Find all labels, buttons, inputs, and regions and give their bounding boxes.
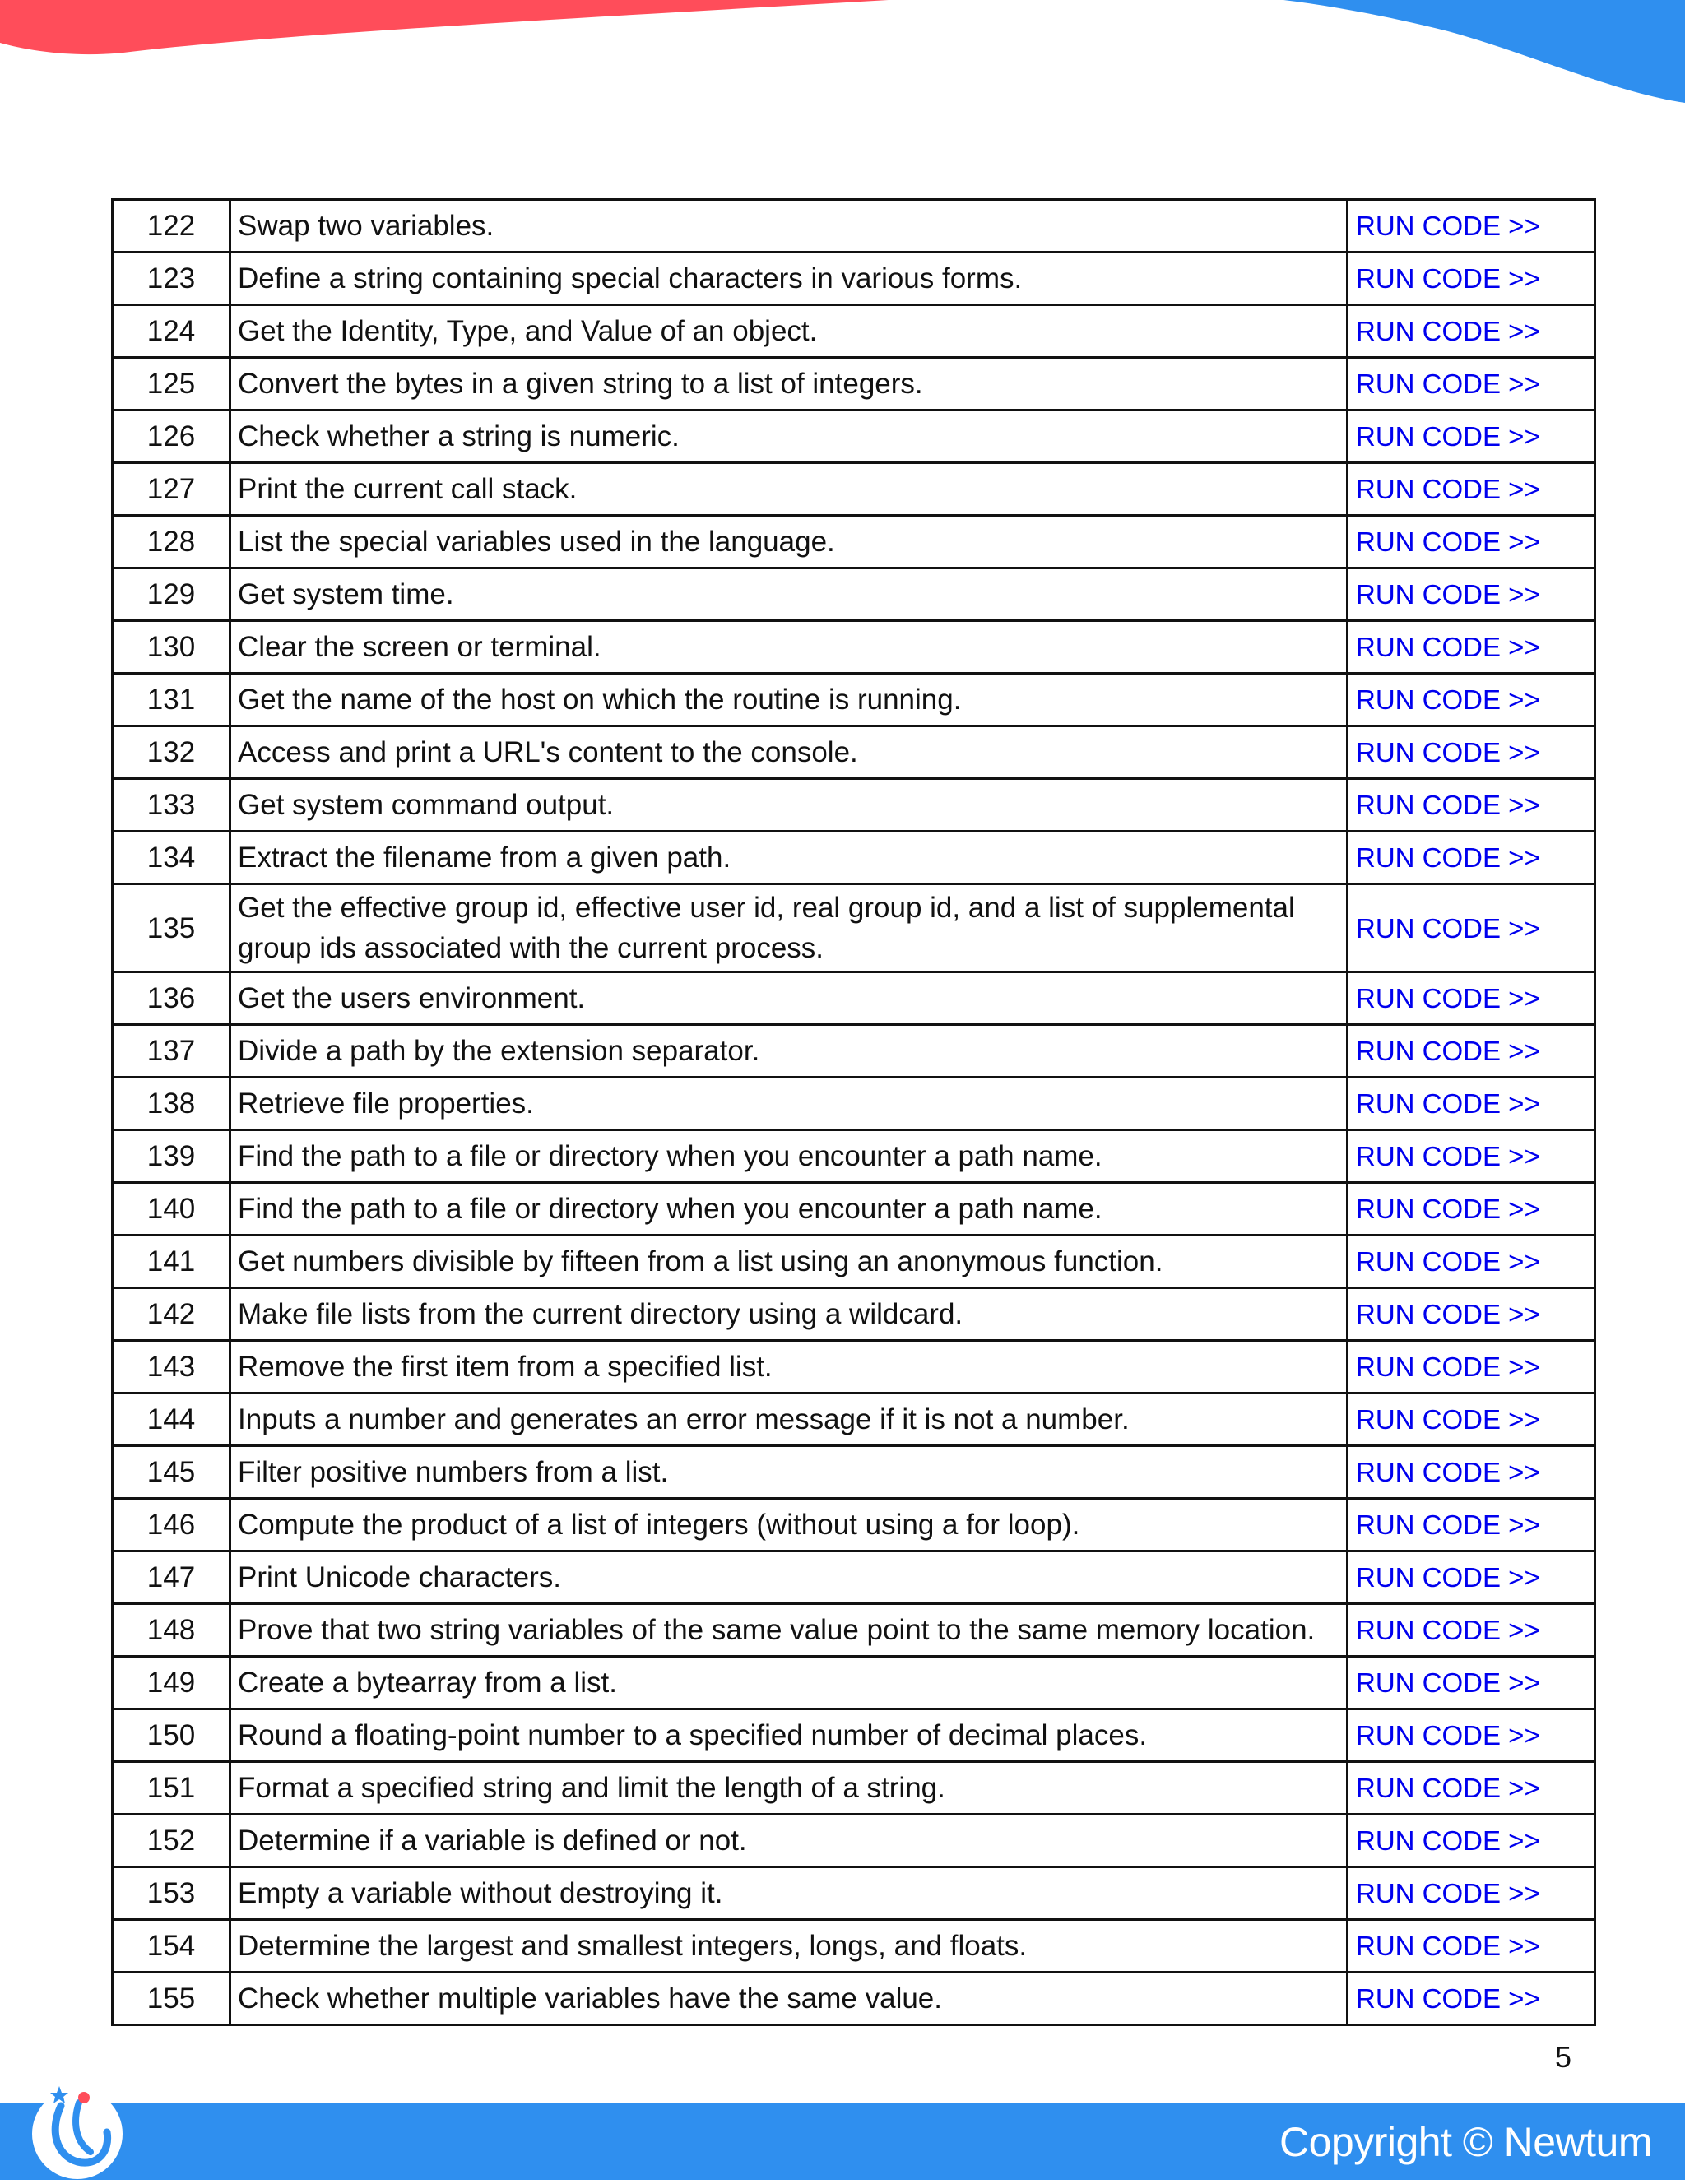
exercise-description: Divide a path by the extension separator.	[230, 1025, 1348, 1078]
exercise-description: Print Unicode characters.	[230, 1551, 1348, 1604]
exercise-description: Filter positive numbers from a list.	[230, 1446, 1348, 1499]
exercise-description: Find the path to a file or directory when you encounter a path name.	[230, 1183, 1348, 1236]
exercise-description: Retrieve file properties.	[230, 1078, 1348, 1130]
copyright-text: Copyright © Newtum	[1279, 2119, 1652, 2165]
exercise-number: 144	[113, 1393, 230, 1446]
run-code-link[interactable]: RUN CODE >>	[1356, 1457, 1540, 1487]
run-code-link[interactable]: RUN CODE >>	[1356, 1667, 1540, 1698]
run-code-cell	[1348, 463, 1595, 516]
exercise-number: 142	[113, 1288, 230, 1341]
run-code-cell	[1348, 1341, 1595, 1393]
exercise-number: 134	[113, 832, 230, 884]
run-code-cell	[1348, 1446, 1595, 1499]
table-row	[113, 1551, 1595, 1604]
table-row	[113, 1341, 1595, 1393]
exercise-description: Extract the filename from a given path.	[230, 832, 1348, 884]
run-code-link[interactable]: RUN CODE >>	[1356, 369, 1540, 399]
run-code-cell	[1348, 779, 1595, 832]
blue-wave	[1283, 0, 1685, 103]
run-code-cell	[1348, 884, 1595, 972]
exercise-description: Prove that two string variables of the same value point to the same memory location.	[230, 1604, 1348, 1657]
run-code-cell	[1348, 1815, 1595, 1867]
exercise-number: 137	[113, 1025, 230, 1078]
exercise-number: 146	[113, 1499, 230, 1551]
table-row	[113, 726, 1595, 779]
exercise-description: Get numbers divisible by fifteen from a list using an anonymous function.	[230, 1236, 1348, 1288]
exercise-description: Get the Identity, Type, and Value of an object.	[230, 305, 1348, 358]
run-code-cell	[1348, 1130, 1595, 1183]
exercise-description: Determine the largest and smallest integers, longs, and floats.	[230, 1920, 1348, 1973]
exercise-number: 135	[113, 884, 230, 972]
exercise-description: Get the users environment.	[230, 972, 1348, 1025]
table-row	[113, 972, 1595, 1025]
exercise-description: Create a bytearray from a list.	[230, 1657, 1348, 1709]
exercise-description: Clear the screen or terminal.	[230, 621, 1348, 674]
exercise-number: 133	[113, 779, 230, 832]
run-code-link[interactable]: RUN CODE >>	[1356, 526, 1540, 557]
run-code-link[interactable]: RUN CODE >>	[1356, 1983, 1540, 2014]
table-row	[113, 1025, 1595, 1078]
run-code-link[interactable]: RUN CODE >>	[1356, 1509, 1540, 1540]
header-decoration	[0, 0, 1685, 115]
exercise-table	[111, 198, 1596, 2026]
table-row	[113, 1709, 1595, 1762]
run-code-link[interactable]: RUN CODE >>	[1356, 632, 1540, 662]
run-code-cell	[1348, 1236, 1595, 1288]
table-row	[113, 1815, 1595, 1867]
exercise-number: 155	[113, 1973, 230, 2025]
table-row	[113, 253, 1595, 305]
exercise-description: Empty a variable without destroying it.	[230, 1867, 1348, 1920]
run-code-link[interactable]: RUN CODE >>	[1356, 983, 1540, 1013]
run-code-cell	[1348, 1183, 1595, 1236]
exercise-description: Find the path to a file or directory when you encounter a path name.	[230, 1130, 1348, 1183]
exercise-number: 123	[113, 253, 230, 305]
run-code-cell	[1348, 1920, 1595, 1973]
run-code-cell	[1348, 1288, 1595, 1341]
table-row	[113, 516, 1595, 568]
run-code-cell	[1348, 358, 1595, 410]
run-code-link[interactable]: RUN CODE >>	[1356, 1036, 1540, 1066]
exercise-number: 141	[113, 1236, 230, 1288]
exercise-description: Make file lists from the current directory using a wildcard.	[230, 1288, 1348, 1341]
run-code-link[interactable]: RUN CODE >>	[1356, 1246, 1540, 1277]
exercise-number: 127	[113, 463, 230, 516]
run-code-cell	[1348, 568, 1595, 621]
run-code-cell	[1348, 832, 1595, 884]
run-code-cell	[1348, 1867, 1595, 1920]
exercise-number: 131	[113, 674, 230, 726]
table-row	[113, 1499, 1595, 1551]
table-row	[113, 1236, 1595, 1288]
table-row	[113, 1973, 1595, 2025]
run-code-cell	[1348, 972, 1595, 1025]
run-code-cell	[1348, 1499, 1595, 1551]
exercise-number: 122	[113, 200, 230, 253]
table-row	[113, 568, 1595, 621]
run-code-cell	[1348, 1762, 1595, 1815]
run-code-link[interactable]: RUN CODE >>	[1356, 684, 1540, 715]
exercise-number: 138	[113, 1078, 230, 1130]
run-code-cell	[1348, 1551, 1595, 1604]
table-row	[113, 305, 1595, 358]
run-code-link[interactable]: RUN CODE >>	[1356, 1141, 1540, 1171]
run-code-cell	[1348, 1657, 1595, 1709]
table-row	[113, 674, 1595, 726]
run-code-cell	[1348, 1709, 1595, 1762]
run-code-cell	[1348, 726, 1595, 779]
table-row	[113, 1288, 1595, 1341]
run-code-link[interactable]: RUN CODE >>	[1356, 842, 1540, 873]
exercise-description: Inputs a number and generates an error message if it is not a number.	[230, 1393, 1348, 1446]
exercise-description: Determine if a variable is defined or not.	[230, 1815, 1348, 1867]
exercise-number: 150	[113, 1709, 230, 1762]
exercise-description: Check whether multiple variables have the same value.	[230, 1973, 1348, 2025]
table-row	[113, 200, 1595, 253]
run-code-link[interactable]: RUN CODE >>	[1356, 316, 1540, 346]
table-row	[113, 1130, 1595, 1183]
exercise-number: 126	[113, 410, 230, 463]
exercise-description: Check whether a string is numeric.	[230, 410, 1348, 463]
run-code-link[interactable]: RUN CODE >>	[1356, 1825, 1540, 1856]
run-code-link[interactable]: RUN CODE >>	[1356, 737, 1540, 767]
run-code-link[interactable]: RUN CODE >>	[1356, 790, 1540, 820]
run-code-cell	[1348, 253, 1595, 305]
run-code-link[interactable]: RUN CODE >>	[1356, 1878, 1540, 1908]
run-code-cell	[1348, 621, 1595, 674]
run-code-link[interactable]: RUN CODE >>	[1356, 1615, 1540, 1645]
table-row	[113, 358, 1595, 410]
run-code-link[interactable]: RUN CODE >>	[1356, 474, 1540, 504]
table-row	[113, 1604, 1595, 1657]
exercise-number: 139	[113, 1130, 230, 1183]
table-row	[113, 1762, 1595, 1815]
run-code-link[interactable]: RUN CODE >>	[1356, 1562, 1540, 1593]
exercise-description: Round a floating-point number to a specified number of decimal places.	[230, 1709, 1348, 1762]
exercise-number: 149	[113, 1657, 230, 1709]
exercise-number: 147	[113, 1551, 230, 1604]
run-code-cell	[1348, 1393, 1595, 1446]
run-code-cell	[1348, 200, 1595, 253]
exercise-number: 125	[113, 358, 230, 410]
run-code-cell	[1348, 410, 1595, 463]
exercise-number: 136	[113, 972, 230, 1025]
run-code-cell	[1348, 305, 1595, 358]
exercise-description: Get system time.	[230, 568, 1348, 621]
run-code-link[interactable]: RUN CODE >>	[1356, 1352, 1540, 1382]
run-code-cell	[1348, 1973, 1595, 2025]
run-code-link[interactable]: RUN CODE >>	[1356, 1404, 1540, 1435]
exercise-number: 140	[113, 1183, 230, 1236]
exercise-description: Compute the product of a list of integers (without using a for loop).	[230, 1499, 1348, 1551]
table-row	[113, 1393, 1595, 1446]
run-code-link[interactable]: RUN CODE >>	[1356, 263, 1540, 294]
exercise-description: Print the current call stack.	[230, 463, 1348, 516]
exercise-number: 132	[113, 726, 230, 779]
exercise-table-body	[113, 200, 1595, 2025]
red-wave	[0, 0, 889, 54]
table-row	[113, 1657, 1595, 1709]
run-code-link[interactable]: RUN CODE >>	[1356, 421, 1540, 452]
run-code-cell	[1348, 1078, 1595, 1130]
table-row	[113, 1920, 1595, 1973]
run-code-cell	[1348, 1025, 1595, 1078]
table-row	[113, 1446, 1595, 1499]
table-row	[113, 463, 1595, 516]
table-row	[113, 1078, 1595, 1130]
run-code-link[interactable]: RUN CODE >>	[1356, 211, 1540, 241]
exercise-number: 145	[113, 1446, 230, 1499]
table-row	[113, 1183, 1595, 1236]
exercise-description: Define a string containing special characters in various forms.	[230, 253, 1348, 305]
run-code-cell	[1348, 1604, 1595, 1657]
exercise-description: Access and print a URL's content to the console.	[230, 726, 1348, 779]
run-code-link[interactable]: RUN CODE >>	[1356, 1194, 1540, 1224]
run-code-cell	[1348, 674, 1595, 726]
run-code-link[interactable]: RUN CODE >>	[1356, 1720, 1540, 1750]
exercise-number: 130	[113, 621, 230, 674]
table-row	[113, 779, 1595, 832]
exercise-number: 151	[113, 1762, 230, 1815]
run-code-link[interactable]: RUN CODE >>	[1356, 912, 1540, 944]
table-row	[113, 884, 1595, 972]
run-code-link[interactable]: RUN CODE >>	[1356, 579, 1540, 610]
exercise-number: 143	[113, 1341, 230, 1393]
run-code-link[interactable]: RUN CODE >>	[1356, 1931, 1540, 1961]
run-code-link[interactable]: RUN CODE >>	[1356, 1299, 1540, 1329]
exercise-description: List the special variables used in the language.	[230, 516, 1348, 568]
table-row	[113, 1867, 1595, 1920]
table-row	[113, 621, 1595, 674]
exercise-description: Convert the bytes in a given string to a list of integers.	[230, 358, 1348, 410]
run-code-cell	[1348, 516, 1595, 568]
page-number: 5	[1554, 2040, 1572, 2074]
exercise-number: 148	[113, 1604, 230, 1657]
table-row	[113, 832, 1595, 884]
exercise-number: 152	[113, 1815, 230, 1867]
exercise-description: Swap two variables.	[230, 200, 1348, 253]
exercise-description: Get the effective group id, effective user id, real group id, and a list of supplemental group ids associated with the current process.	[230, 884, 1348, 972]
exercise-number: 129	[113, 568, 230, 621]
exercise-description: Get system command output.	[230, 779, 1348, 832]
newtum-logo-icon	[31, 2073, 123, 2180]
exercise-number: 153	[113, 1867, 230, 1920]
exercise-number: 128	[113, 516, 230, 568]
exercise-number: 154	[113, 1920, 230, 1973]
exercise-number: 124	[113, 305, 230, 358]
exercise-description: Remove the first item from a specified list.	[230, 1341, 1348, 1393]
exercise-description: Format a specified string and limit the length of a string.	[230, 1762, 1348, 1815]
exercise-description: Get the name of the host on which the routine is running.	[230, 674, 1348, 726]
run-code-link[interactable]: RUN CODE >>	[1356, 1773, 1540, 1803]
run-code-link[interactable]: RUN CODE >>	[1356, 1088, 1540, 1119]
table-row	[113, 410, 1595, 463]
